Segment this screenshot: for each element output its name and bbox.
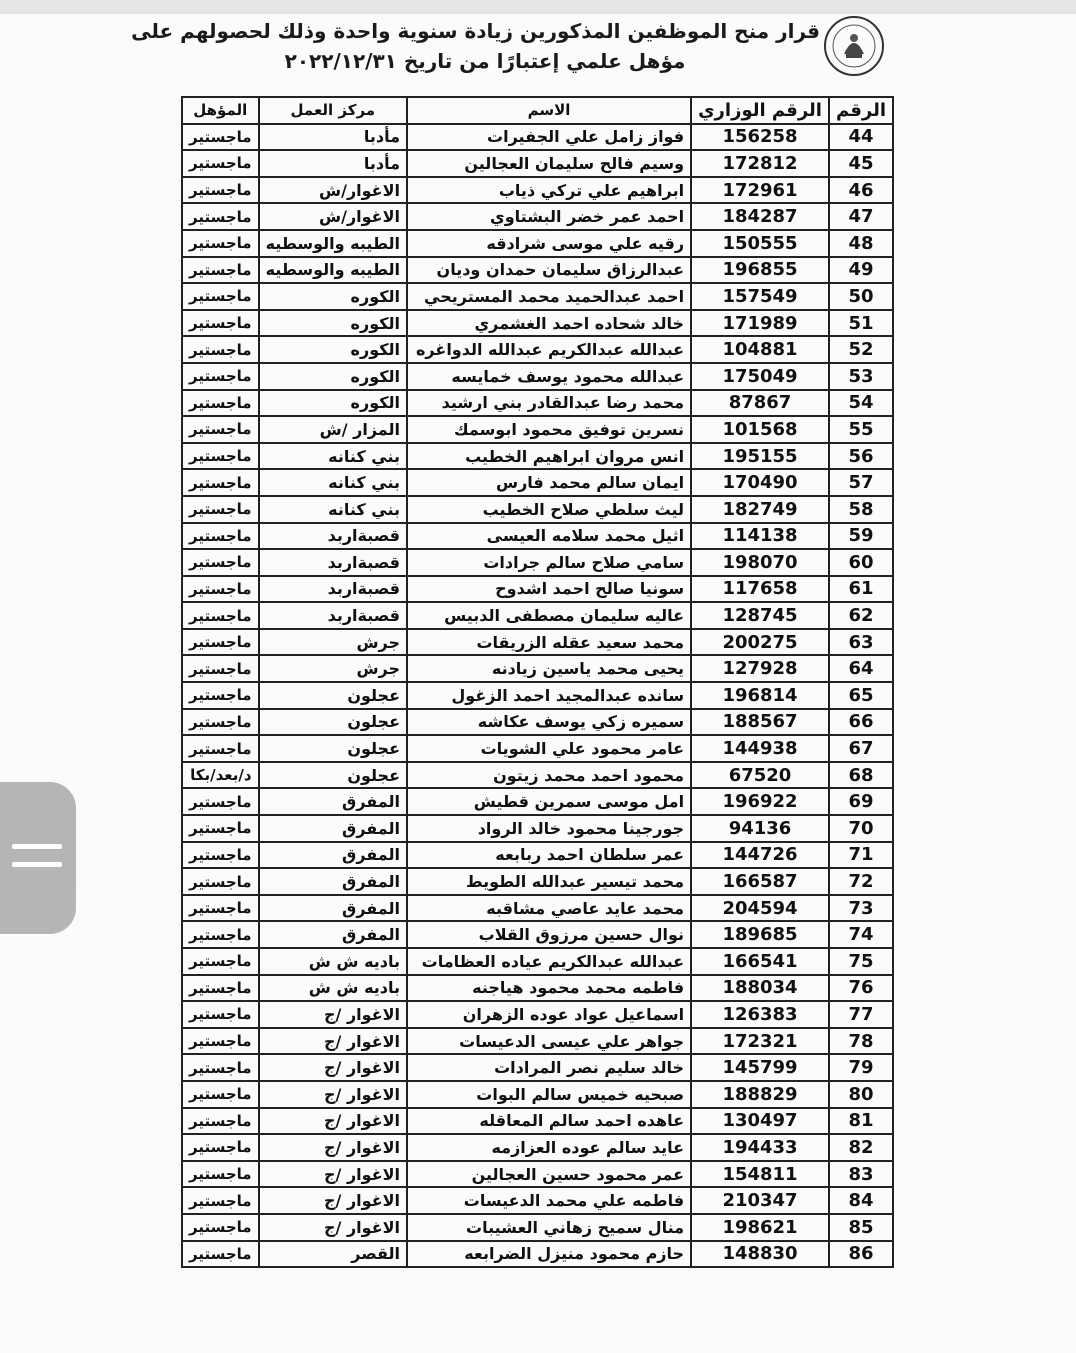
cell-num: 72: [829, 868, 893, 895]
cell-name: فاطمه علي محمد الدعيسات: [407, 1187, 691, 1214]
drag-handle-icon: [12, 844, 62, 849]
cell-qualification: ماجستير: [182, 655, 259, 682]
cell-ministry-id: 104881: [691, 336, 829, 363]
cell-num: 59: [829, 523, 893, 550]
cell-name: سونيا صالح احمد اشدوح: [407, 576, 691, 603]
cell-qualification: ماجستير: [182, 709, 259, 736]
cell-name: احمد عمر خضر البشتاوي: [407, 203, 691, 230]
cell-num: 79: [829, 1054, 893, 1081]
cell-qualification: ماجستير: [182, 975, 259, 1002]
cell-qualification: ماجستير: [182, 363, 259, 390]
cell-name: عامر محمود علي الشويات: [407, 735, 691, 762]
cell-work-center: الاغوار /ج: [259, 1028, 407, 1055]
cell-work-center: بني كنانه: [259, 443, 407, 470]
cell-qualification: ماجستير: [182, 443, 259, 470]
cell-num: 65: [829, 682, 893, 709]
cell-ministry-id: 87867: [691, 390, 829, 417]
header-work-center: مركز العمل: [259, 97, 407, 124]
cell-ministry-id: 188567: [691, 709, 829, 736]
cell-qualification: ماجستير: [182, 1134, 259, 1161]
cell-name: محمد عايد عاصي مشاقبه: [407, 895, 691, 922]
cell-qualification: ماجستير: [182, 469, 259, 496]
cell-work-center: عجلون: [259, 735, 407, 762]
cell-num: 62: [829, 602, 893, 629]
cell-num: 84: [829, 1187, 893, 1214]
cell-num: 68: [829, 762, 893, 789]
cell-num: 60: [829, 549, 893, 576]
cell-num: 64: [829, 655, 893, 682]
cell-ministry-id: 114138: [691, 523, 829, 550]
cell-ministry-id: 204594: [691, 895, 829, 922]
table-row: [182, 1134, 893, 1161]
cell-ministry-id: 196855: [691, 257, 829, 284]
cell-name: سامي صلاح سالم جرادات: [407, 549, 691, 576]
cell-ministry-id: 128745: [691, 602, 829, 629]
cell-work-center: الاغوار /ج: [259, 1214, 407, 1241]
cell-name: نوال حسين مرزوق القلاب: [407, 921, 691, 948]
cell-qualification: ماجستير: [182, 735, 259, 762]
table-row: [182, 390, 893, 417]
document-title: [131, 16, 820, 76]
cell-ministry-id: 150555: [691, 230, 829, 257]
cell-num: 69: [829, 788, 893, 815]
cell-name: اسماعيل عواد عوده الزهران: [407, 1001, 691, 1028]
cell-ministry-id: 126383: [691, 1001, 829, 1028]
table-row: [182, 868, 893, 895]
cell-ministry-id: 166587: [691, 868, 829, 895]
cell-work-center: القصر: [259, 1241, 407, 1268]
cell-num: 52: [829, 336, 893, 363]
cell-num: 82: [829, 1134, 893, 1161]
table-row: [182, 416, 893, 443]
cell-work-center: قصبةاربد: [259, 576, 407, 603]
cell-ministry-id: 156258: [691, 124, 829, 151]
cell-work-center: جرش: [259, 629, 407, 656]
cell-name: احمد عبدالحميد محمد المستريحي: [407, 283, 691, 310]
drag-handle-icon: [12, 862, 62, 867]
cell-num: 47: [829, 203, 893, 230]
cell-qualification: ماجستير: [182, 921, 259, 948]
cell-name: فواز زامل علي الجفيرات: [407, 124, 691, 151]
cell-qualification: ماجستير: [182, 496, 259, 523]
cell-ministry-id: 67520: [691, 762, 829, 789]
cell-num: 54: [829, 390, 893, 417]
cell-qualification: د/بعد/بكا: [182, 762, 259, 789]
cell-qualification: ماجستير: [182, 523, 259, 550]
cell-num: 75: [829, 948, 893, 975]
cell-num: 73: [829, 895, 893, 922]
table-row: [182, 124, 893, 151]
cell-num: 63: [829, 629, 893, 656]
cell-work-center: المفرق: [259, 868, 407, 895]
cell-ministry-id: 175049: [691, 363, 829, 390]
table-row: [182, 576, 893, 603]
cell-work-center: المفرق: [259, 842, 407, 869]
cell-num: 85: [829, 1214, 893, 1241]
cell-name: عاليه سليمان مصطفى الدبيس: [407, 602, 691, 629]
title-line-2: مؤهل علمي إعتبارًا من تاريخ ٢٠٢٢/١٢/٣١: [284, 49, 686, 73]
cell-qualification: ماجستير: [182, 203, 259, 230]
cell-name: وسيم فالح سليمان العجالين: [407, 150, 691, 177]
cell-ministry-id: 189685: [691, 921, 829, 948]
cell-work-center: الطيبه والوسطيه: [259, 257, 407, 284]
employees-table: [181, 96, 894, 1268]
cell-name: محمد رضا عبدالقادر بني ارشيد: [407, 390, 691, 417]
cell-ministry-id: 127928: [691, 655, 829, 682]
cell-ministry-id: 130497: [691, 1108, 829, 1135]
cell-num: 51: [829, 310, 893, 337]
cell-ministry-id: 182749: [691, 496, 829, 523]
cell-num: 70: [829, 815, 893, 842]
table-row: [182, 283, 893, 310]
table-row: [182, 655, 893, 682]
table-row: [182, 1214, 893, 1241]
table-row: [182, 602, 893, 629]
cell-ministry-id: 196814: [691, 682, 829, 709]
cell-ministry-id: 172321: [691, 1028, 829, 1055]
cell-qualification: ماجستير: [182, 1001, 259, 1028]
cell-ministry-id: 198621: [691, 1214, 829, 1241]
cell-num: 49: [829, 257, 893, 284]
cell-ministry-id: 154811: [691, 1161, 829, 1188]
cell-name: فاطمه محمد محمود هياجنه: [407, 975, 691, 1002]
cell-ministry-id: 101568: [691, 416, 829, 443]
cell-ministry-id: 210347: [691, 1187, 829, 1214]
cell-ministry-id: 195155: [691, 443, 829, 470]
table-row: [182, 842, 893, 869]
table-row: [182, 177, 893, 204]
table-row: [182, 443, 893, 470]
cell-name: ليث سلطي صلاح الخطيب: [407, 496, 691, 523]
cell-qualification: ماجستير: [182, 150, 259, 177]
cell-ministry-id: 144726: [691, 842, 829, 869]
cell-num: 55: [829, 416, 893, 443]
table-body: [182, 124, 893, 1268]
cell-name: جواهر علي عيسى الدعيسات: [407, 1028, 691, 1055]
header-name: الاسم: [407, 97, 691, 124]
side-panel-handle[interactable]: [0, 782, 76, 934]
table-row: [182, 523, 893, 550]
table-row: [182, 1241, 893, 1268]
cell-work-center: الاغوار/ش: [259, 177, 407, 204]
cell-name: يحيى محمد ياسين زيادنه: [407, 655, 691, 682]
cell-work-center: باديه ش ش: [259, 948, 407, 975]
cell-num: 56: [829, 443, 893, 470]
cell-work-center: قصبةاربد: [259, 549, 407, 576]
cell-qualification: ماجستير: [182, 124, 259, 151]
cell-qualification: ماجستير: [182, 1214, 259, 1241]
cell-name: عبدالله محمود يوسف خمايسه: [407, 363, 691, 390]
cell-name: ايمان سالم محمد فارس: [407, 469, 691, 496]
table-row: [182, 549, 893, 576]
cell-work-center: الكوره: [259, 390, 407, 417]
cell-work-center: عجلون: [259, 762, 407, 789]
cell-qualification: ماجستير: [182, 230, 259, 257]
cell-ministry-id: 166541: [691, 948, 829, 975]
cell-name: عمر محمود حسين العجالين: [407, 1161, 691, 1188]
table-row: [182, 310, 893, 337]
header-ministry-id: الرقم الوزاري: [691, 97, 829, 124]
header-qualification: المؤهل: [182, 97, 259, 124]
cell-qualification: ماجستير: [182, 1081, 259, 1108]
cell-ministry-id: 196922: [691, 788, 829, 815]
cell-name: رقيه علي موسى شرادقه: [407, 230, 691, 257]
viewer-top-bar: [0, 0, 1076, 14]
cell-qualification: ماجستير: [182, 1054, 259, 1081]
cell-ministry-id: 172812: [691, 150, 829, 177]
cell-qualification: ماجستير: [182, 868, 259, 895]
table-row: [182, 1028, 893, 1055]
cell-name: عاهده احمد سالم المعاقله: [407, 1108, 691, 1135]
cell-name: محمد تيسير عبدالله الطويط: [407, 868, 691, 895]
cell-name: خالد سليم نصر المرادات: [407, 1054, 691, 1081]
cell-qualification: ماجستير: [182, 283, 259, 310]
cell-name: سانده عبدالمجيد احمد الزغول: [407, 682, 691, 709]
cell-name: حازم محمود منيزل الضرابعه: [407, 1241, 691, 1268]
table-row: [182, 1108, 893, 1135]
cell-qualification: ماجستير: [182, 1241, 259, 1268]
table-row: [182, 1187, 893, 1214]
table-row: [182, 921, 893, 948]
cell-ministry-id: 117658: [691, 576, 829, 603]
cell-name: عمر سلطان احمد ربابعه: [407, 842, 691, 869]
cell-work-center: بني كنانه: [259, 496, 407, 523]
table-row: [182, 1054, 893, 1081]
cell-name: محمود احمد محمد زيتون: [407, 762, 691, 789]
cell-num: 74: [829, 921, 893, 948]
cell-qualification: ماجستير: [182, 895, 259, 922]
cell-ministry-id: 157549: [691, 283, 829, 310]
cell-qualification: ماجستير: [182, 602, 259, 629]
title-line-1: قرار منح الموظفين المذكورين زيادة سنوية واحدة وذلك لحصولهم على: [131, 19, 820, 43]
table-row: [182, 1161, 893, 1188]
cell-num: 53: [829, 363, 893, 390]
cell-qualification: ماجستير: [182, 1161, 259, 1188]
cell-work-center: الاغوار /ج: [259, 1187, 407, 1214]
cell-qualification: ماجستير: [182, 1187, 259, 1214]
cell-name: صبحيه خميس سالم البوات: [407, 1081, 691, 1108]
cell-name: خالد شحاده احمد الغشمري: [407, 310, 691, 337]
table-row: [182, 203, 893, 230]
cell-qualification: ماجستير: [182, 177, 259, 204]
cell-qualification: ماجستير: [182, 416, 259, 443]
ministry-emblem-icon: [822, 14, 886, 78]
cell-work-center: الاغوار /ج: [259, 1081, 407, 1108]
cell-qualification: ماجستير: [182, 682, 259, 709]
cell-ministry-id: 171989: [691, 310, 829, 337]
cell-num: 78: [829, 1028, 893, 1055]
cell-ministry-id: 170490: [691, 469, 829, 496]
cell-qualification: ماجستير: [182, 576, 259, 603]
cell-work-center: المفرق: [259, 895, 407, 922]
cell-qualification: ماجستير: [182, 390, 259, 417]
cell-qualification: ماجستير: [182, 310, 259, 337]
table-row: [182, 336, 893, 363]
cell-work-center: المزار /ش: [259, 416, 407, 443]
cell-qualification: ماجستير: [182, 788, 259, 815]
cell-work-center: الكوره: [259, 310, 407, 337]
cell-work-center: الاغوار /ج: [259, 1134, 407, 1161]
cell-work-center: المفرق: [259, 788, 407, 815]
table-row: [182, 257, 893, 284]
cell-qualification: ماجستير: [182, 336, 259, 363]
cell-num: 48: [829, 230, 893, 257]
table-row: [182, 762, 893, 789]
cell-num: 81: [829, 1108, 893, 1135]
cell-work-center: عجلون: [259, 682, 407, 709]
table-row: [182, 709, 893, 736]
cell-num: 50: [829, 283, 893, 310]
cell-ministry-id: 198070: [691, 549, 829, 576]
table-row: [182, 230, 893, 257]
cell-num: 66: [829, 709, 893, 736]
cell-name: جورجينا محمود خالد الرواد: [407, 815, 691, 842]
cell-qualification: ماجستير: [182, 549, 259, 576]
cell-num: 57: [829, 469, 893, 496]
cell-ministry-id: 148830: [691, 1241, 829, 1268]
cell-work-center: المفرق: [259, 815, 407, 842]
cell-num: 45: [829, 150, 893, 177]
table-row: [182, 948, 893, 975]
cell-ministry-id: 188034: [691, 975, 829, 1002]
cell-name: منال سميح زهاني العشيبات: [407, 1214, 691, 1241]
cell-qualification: ماجستير: [182, 842, 259, 869]
cell-num: 86: [829, 1241, 893, 1268]
cell-num: 46: [829, 177, 893, 204]
cell-name: سميره زكي يوسف عكاشه: [407, 709, 691, 736]
cell-ministry-id: 194433: [691, 1134, 829, 1161]
cell-work-center: الاغوار /ج: [259, 1161, 407, 1188]
cell-work-center: الكوره: [259, 283, 407, 310]
cell-num: 77: [829, 1001, 893, 1028]
table-row: [182, 469, 893, 496]
header-num: الرقم: [829, 97, 893, 124]
cell-num: 71: [829, 842, 893, 869]
cell-work-center: جرش: [259, 655, 407, 682]
cell-work-center: الاغوار /ج: [259, 1108, 407, 1135]
cell-work-center: عجلون: [259, 709, 407, 736]
cell-num: 44: [829, 124, 893, 151]
cell-name: عايد سالم عوده العزازمه: [407, 1134, 691, 1161]
cell-num: 67: [829, 735, 893, 762]
cell-ministry-id: 144938: [691, 735, 829, 762]
cell-num: 76: [829, 975, 893, 1002]
cell-qualification: ماجستير: [182, 257, 259, 284]
cell-qualification: ماجستير: [182, 948, 259, 975]
cell-work-center: الطيبه والوسطيه: [259, 230, 407, 257]
table-header-row: [182, 97, 893, 124]
cell-qualification: ماجستير: [182, 815, 259, 842]
cell-num: 61: [829, 576, 893, 603]
cell-ministry-id: 145799: [691, 1054, 829, 1081]
cell-work-center: الاغوار /ج: [259, 1001, 407, 1028]
cell-work-center: قصبةاربد: [259, 523, 407, 550]
cell-name: محمد سعيد عقله الزريقات: [407, 629, 691, 656]
cell-work-center: مأدبا: [259, 150, 407, 177]
table-row: [182, 629, 893, 656]
table-row: [182, 895, 893, 922]
cell-name: نسرين توفيق محمود ابوسمك: [407, 416, 691, 443]
cell-name: عبدالله عبدالكريم عياده العظامات: [407, 948, 691, 975]
cell-num: 83: [829, 1161, 893, 1188]
table-row: [182, 975, 893, 1002]
cell-name: اثيل محمد سلامه العيسى: [407, 523, 691, 550]
table-row: [182, 682, 893, 709]
cell-name: امل موسى سمرين قطيش: [407, 788, 691, 815]
table-row: [182, 815, 893, 842]
cell-qualification: ماجستير: [182, 1108, 259, 1135]
cell-work-center: المفرق: [259, 921, 407, 948]
cell-name: عبدالله عبدالكريم عبدالله الدواغره: [407, 336, 691, 363]
cell-ministry-id: 94136: [691, 815, 829, 842]
cell-name: عبدالرزاق سليمان حمدان وديان: [407, 257, 691, 284]
cell-work-center: الكوره: [259, 363, 407, 390]
table-row: [182, 1001, 893, 1028]
cell-work-center: الكوره: [259, 336, 407, 363]
cell-ministry-id: 200275: [691, 629, 829, 656]
table-row: [182, 788, 893, 815]
cell-ministry-id: 172961: [691, 177, 829, 204]
table-row: [182, 150, 893, 177]
cell-qualification: ماجستير: [182, 1028, 259, 1055]
cell-name: انس مروان ابراهيم الخطيب: [407, 443, 691, 470]
cell-qualification: ماجستير: [182, 629, 259, 656]
cell-num: 80: [829, 1081, 893, 1108]
table-row: [182, 1081, 893, 1108]
cell-work-center: الاغوار /ج: [259, 1054, 407, 1081]
table-row: [182, 363, 893, 390]
cell-ministry-id: 184287: [691, 203, 829, 230]
cell-work-center: مأدبا: [259, 124, 407, 151]
cell-name: ابراهيم علي تركي ذياب: [407, 177, 691, 204]
cell-work-center: باديه ش ش: [259, 975, 407, 1002]
cell-ministry-id: 188829: [691, 1081, 829, 1108]
table-row: [182, 496, 893, 523]
cell-num: 58: [829, 496, 893, 523]
cell-work-center: الاغوار/ش: [259, 203, 407, 230]
table-row: [182, 735, 893, 762]
cell-work-center: قصبةاربد: [259, 602, 407, 629]
cell-work-center: بني كنانه: [259, 469, 407, 496]
